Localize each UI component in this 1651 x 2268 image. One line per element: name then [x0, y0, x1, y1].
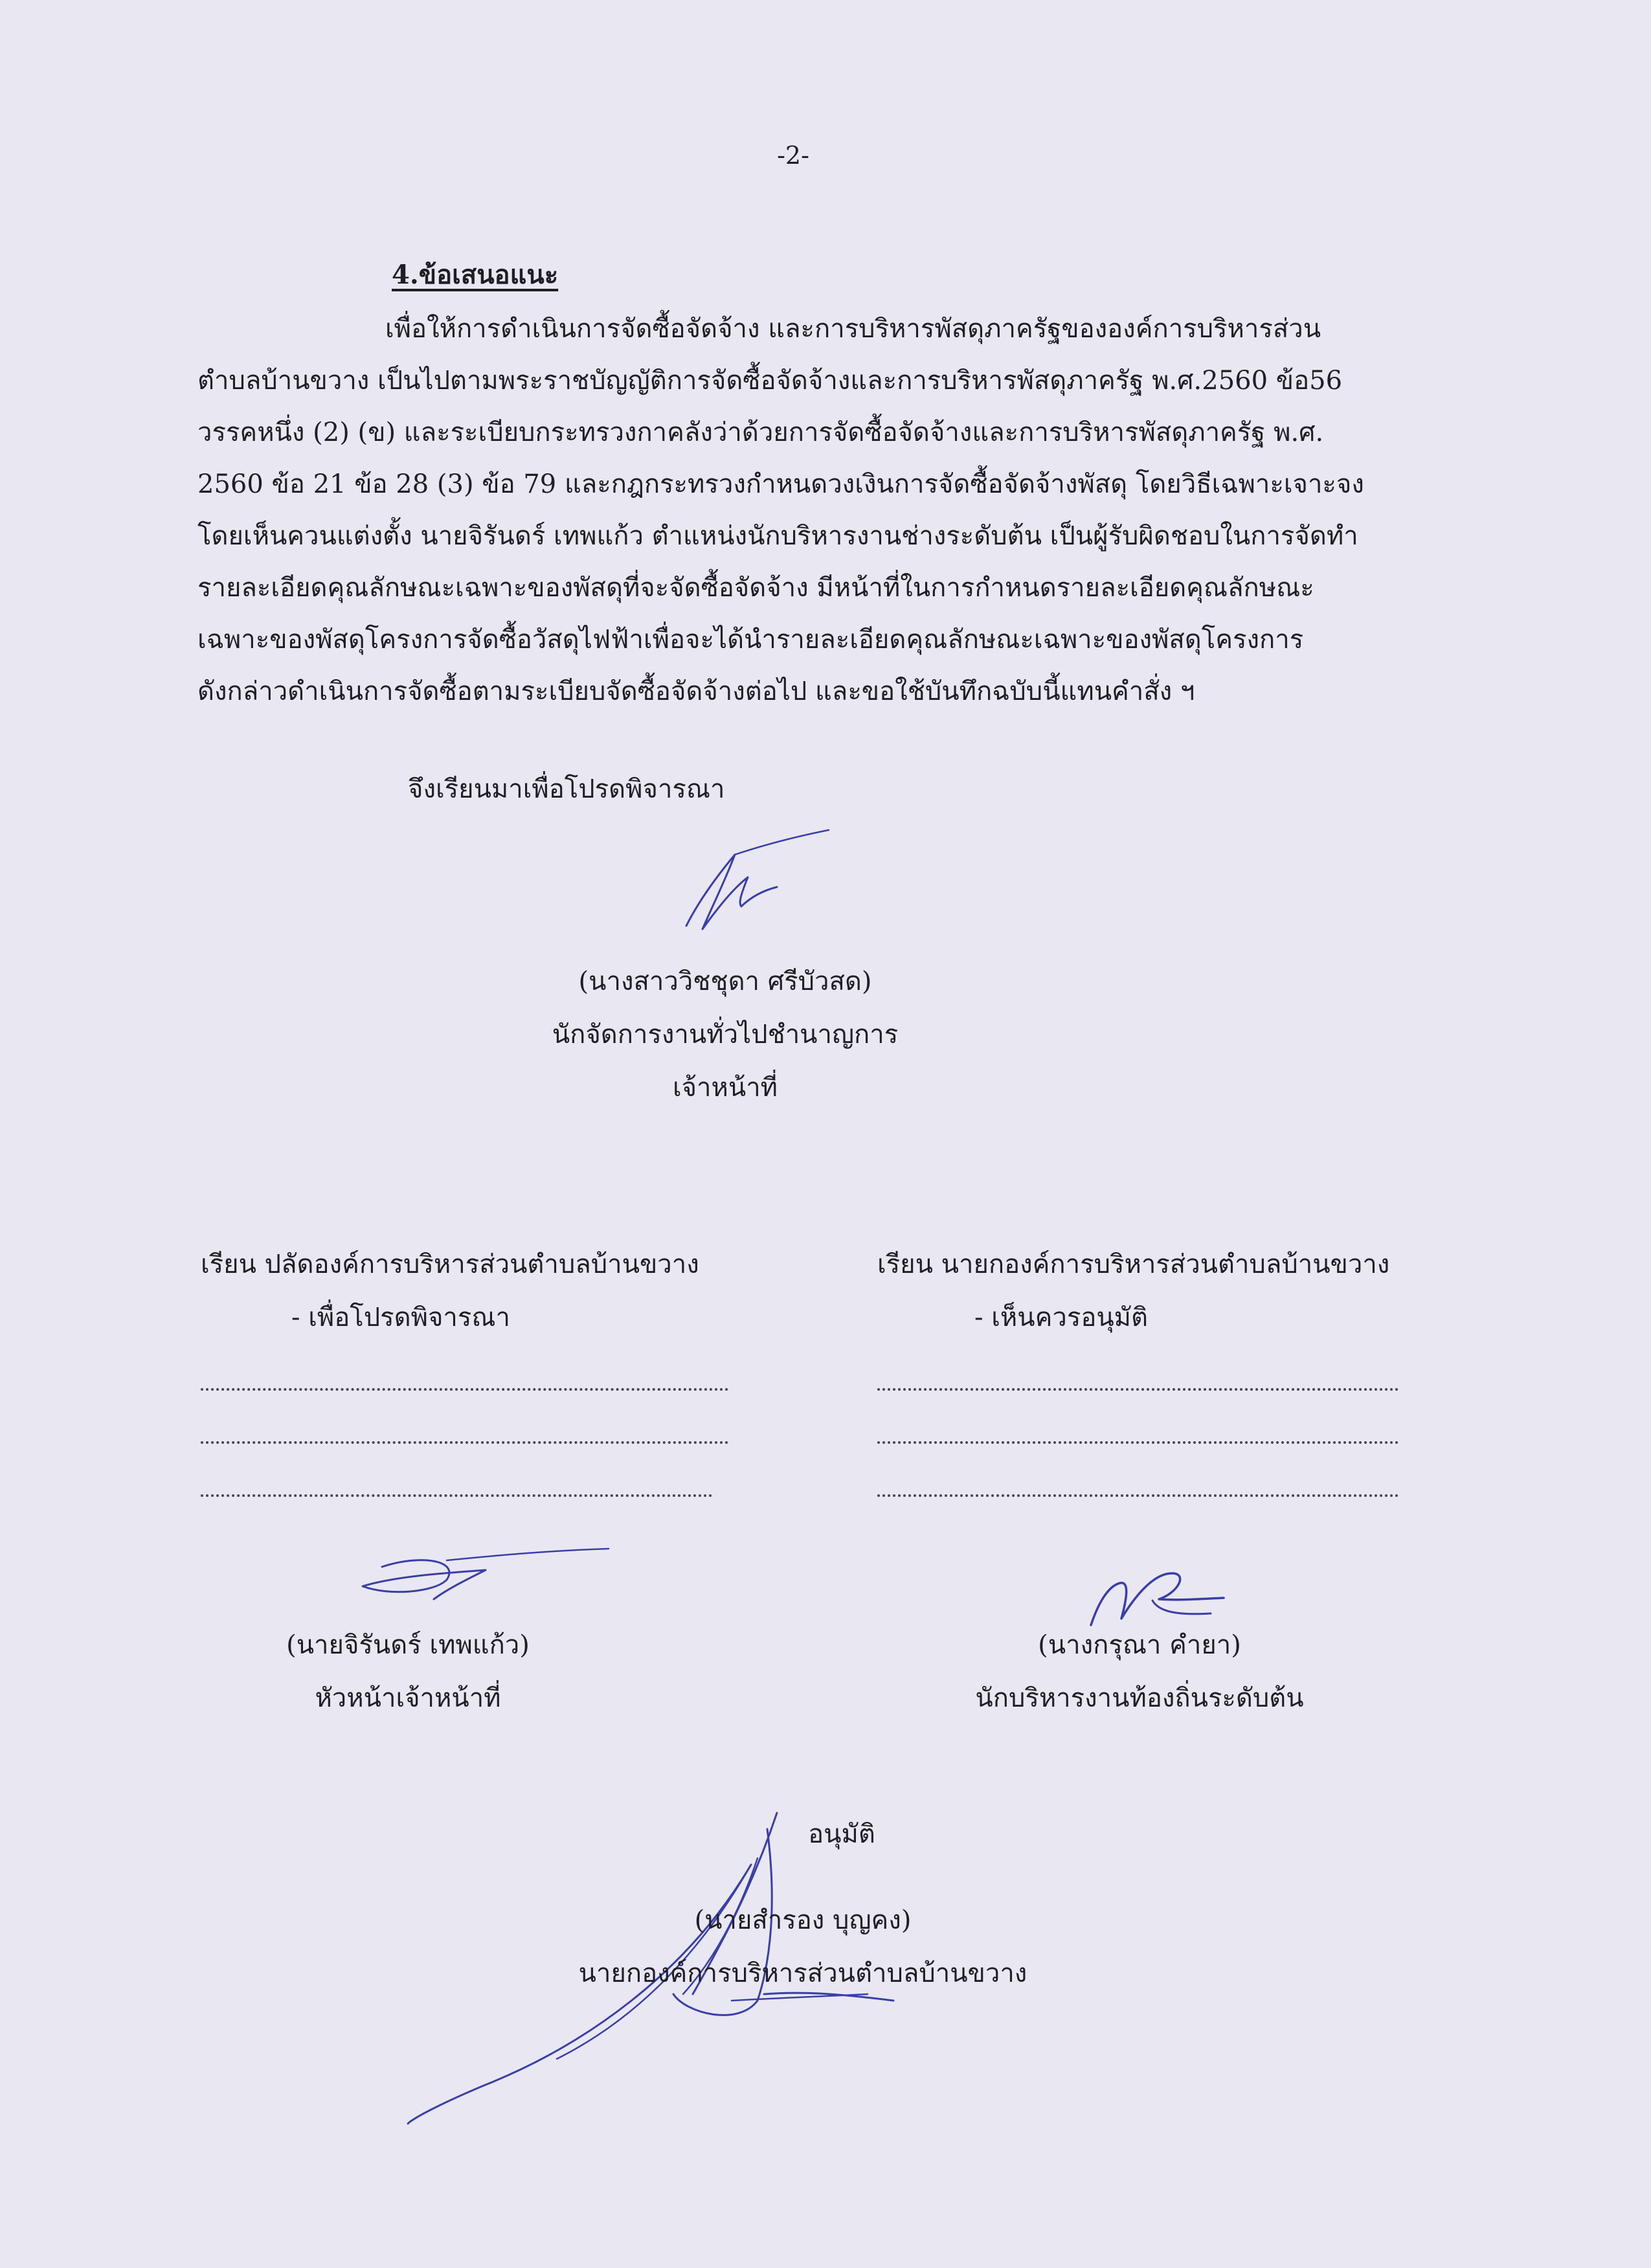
left-note: - เพื่อโปรดพิจารณา	[291, 1303, 510, 1332]
officer-role: เจ้าหน้าที่	[672, 1073, 778, 1103]
mayor-name: (นายสำรอง บุญคง)	[694, 1905, 912, 1935]
right-note: - เห็นควรอนุมัติ	[974, 1303, 1149, 1332]
section-heading: 4.ข้อเสนอแนะ	[392, 260, 559, 290]
paragraph-line: เฉพาะของพัสดุโครงการจัดซื้อวัสดุไฟฟ้าเพื่อจะได้นำรายละเอียดคุณลักษณะเฉพาะของพัสดุโครงการ	[197, 625, 1304, 655]
right-column	[877, 1243, 1398, 1497]
head-officer-signature	[337, 1541, 622, 1612]
officer-position: นักจัดการงานทั่วไปชำนาญการ	[552, 1020, 899, 1050]
paragraph-line: วรรคหนึ่ง (2) (ข) และระเบียบกระทรวงกาคลังว่าด้วยการจัดซื้อจัดจ้างและการบริหารพัสดุภาครัฐ พ.ศ.	[197, 418, 1324, 447]
approval-label: อนุมัติ	[808, 1819, 875, 1849]
comment-line	[877, 1441, 1398, 1444]
comment-line	[201, 1441, 728, 1444]
right-addressee: เรียน นายกองค์การบริหารส่วนตำบลบ้านขวาง	[877, 1250, 1390, 1279]
deputy-role: นักบริหารงานท้องถิ่นระดับต้น	[975, 1683, 1304, 1713]
head-officer-role: หัวหน้าเจ้าหน้าที่	[315, 1683, 501, 1713]
mayor-block	[557, 1894, 1049, 2000]
paragraph-line: 2560 ข้อ 21 ข้อ 28 (3) ข้อ 79 และกฎกระทรวงกำหนดวงเงินการจัดซื้อจัดจ้างพัสดุ โดยวิธีเฉพาะเจาะจง	[197, 469, 1364, 499]
paragraph-line: ดังกล่าวดำเนินการจัดซื้อตามระเบียบจัดซื้อจัดจ้างต่อไป และขอใช้บันทึกฉบับนี้แทนคำสั่ง ฯ	[197, 677, 1195, 706]
comment-line	[201, 1388, 728, 1391]
officer-signature-block	[505, 955, 945, 1114]
head-officer-block	[246, 1619, 570, 1725]
paragraph-line: เพื่อให้การดำเนินการจัดซื้อจัดจ้าง และการบริหารพัสดุภาครัฐขององค์การบริหารส่วน	[385, 314, 1321, 344]
closing-line: จึงเรียนมาเพื่อโปรดพิจารณา	[408, 774, 725, 804]
left-addressee: เรียน ปลัดองค์การบริหารส่วนตำบลบ้านขวาง	[201, 1250, 699, 1279]
left-column	[201, 1243, 728, 1497]
deputy-name: (นางกรุณา คำยา)	[1038, 1630, 1241, 1660]
comment-line	[877, 1388, 1398, 1391]
mayor-position: นายกองค์การบริหารส่วนตำบลบ้านขวาง	[578, 1959, 1028, 1988]
officer-signature	[673, 829, 842, 945]
deputy-block	[906, 1619, 1373, 1725]
comment-line	[201, 1494, 712, 1497]
officer-name: (นางสาววิชชุดา ศรีบัวสด)	[578, 967, 872, 996]
head-officer-name: (นายจิรันดร์ เทพแก้ว)	[286, 1630, 530, 1660]
paragraph-line: รายละเอียดคุณลักษณะเฉพาะของพัสดุที่จะจัดซื้อจัดจ้าง มีหน้าที่ในการกำหนดรายละเอียดคุณลักษณะ	[197, 573, 1314, 603]
comment-line	[877, 1494, 1398, 1497]
recommendation-paragraph	[197, 303, 1415, 717]
page-number: -2-	[777, 141, 809, 170]
paragraph-line: โดยเห็นควนแต่งตั้ง นายจิรันดร์ เทพแก้ว ตำแหน่งนักบริหารงานช่างระดับต้น เป็นผู้รับผิดชอบในการจัดทำ	[197, 521, 1358, 551]
paragraph-line: ตำบลบ้านขวาง เป็นไปตามพระราชบัญญัติการจัดซื้อจัดจ้างและการบริหารพัสดุภาครัฐ พ.ศ.2560 ข้อ56	[197, 366, 1343, 396]
